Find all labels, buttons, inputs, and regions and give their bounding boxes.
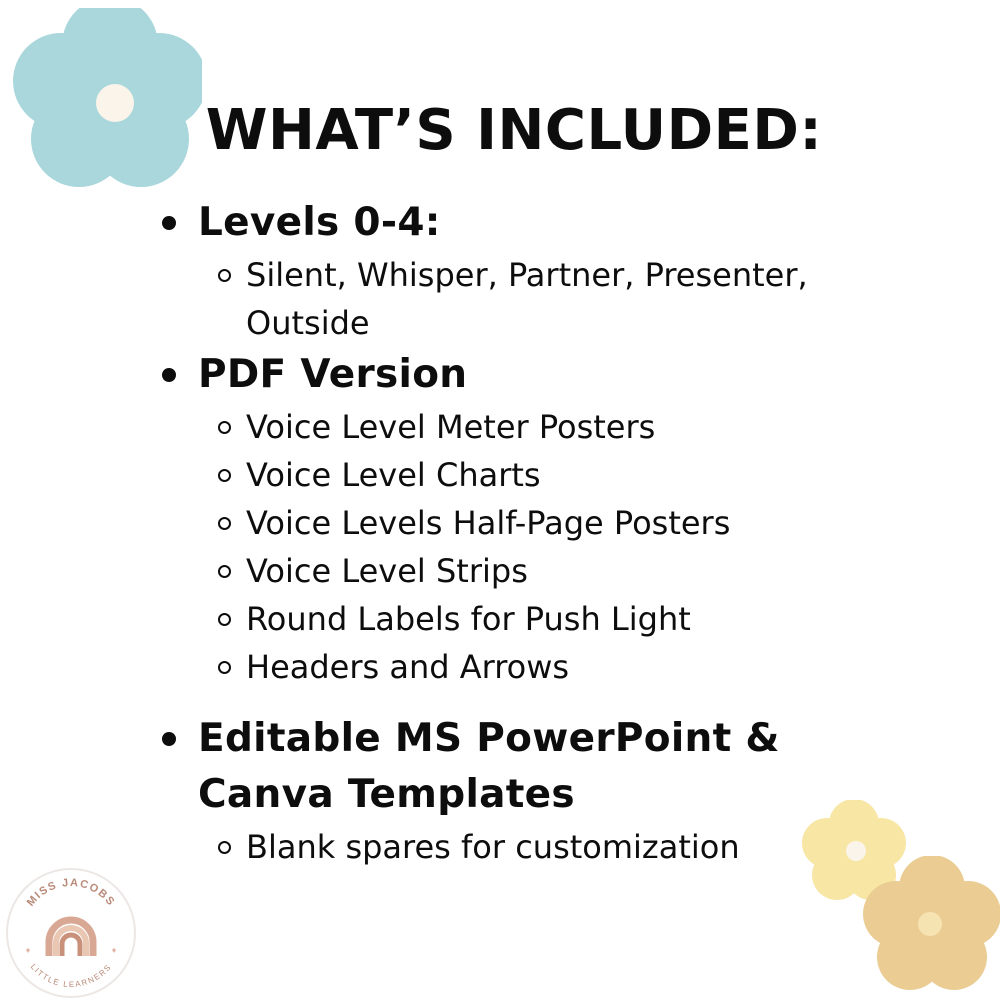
list-item: Voice Level Meter Posters <box>198 403 918 451</box>
logo-top-text: MISS JACOBS <box>24 876 118 909</box>
section-levels-label: Levels 0-4: <box>198 200 441 245</box>
section-pdf-label: PDF Version <box>198 352 468 397</box>
list-item: Voice Levels Half-Page Posters <box>198 499 918 547</box>
list-item: Round Labels for Push Light <box>198 595 918 643</box>
list-item: Voice Level Charts <box>198 451 918 499</box>
miss-jacobs-logo <box>4 866 138 1000</box>
section-editable-items <box>198 823 918 871</box>
section-editable <box>158 711 918 871</box>
list-item: Blank spares for customization <box>198 823 918 871</box>
list-item: Headers and Arrows <box>198 643 918 691</box>
logo-bottom-text: LITTLE LEARNERS <box>28 962 114 990</box>
included-list <box>158 195 918 871</box>
section-pdf <box>158 347 918 691</box>
section-pdf-items <box>198 403 918 691</box>
section-levels-items <box>198 251 918 347</box>
page-title: WHAT’S INCLUDED: <box>205 98 823 163</box>
tan-flower-icon <box>862 856 1000 996</box>
section-editable-label: Editable MS PowerPoint & Canva Templates <box>198 716 780 817</box>
list-item: Silent, Whisper, Partner, Presenter, Outside <box>198 251 918 347</box>
list-item: Voice Level Strips <box>198 547 918 595</box>
section-levels <box>158 195 918 347</box>
